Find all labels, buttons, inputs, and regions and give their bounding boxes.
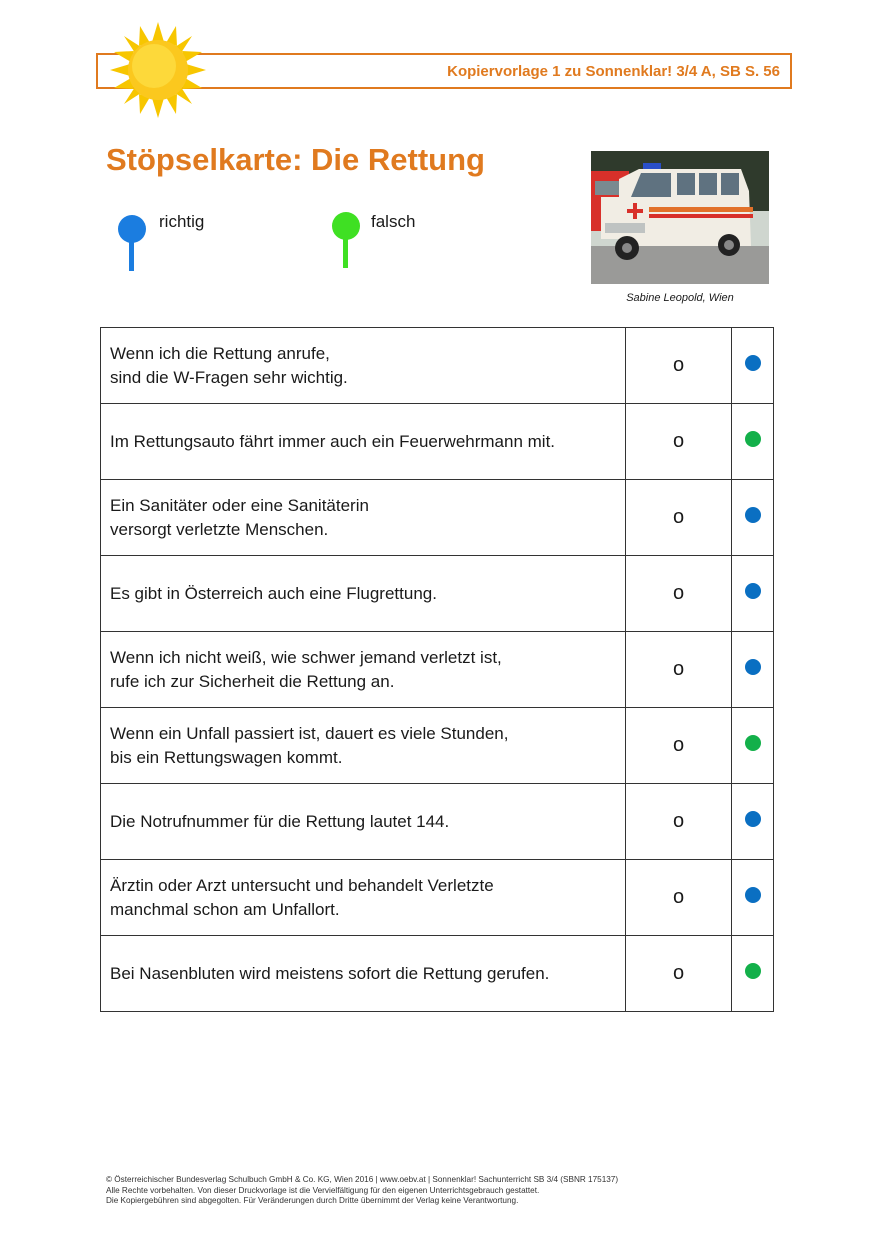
- answer-dot-cell: [732, 860, 774, 936]
- plug-hole-cell: [626, 708, 732, 784]
- statement-line: Es gibt in Österreich auch eine Flugrettung.: [110, 583, 437, 603]
- footer: [106, 1175, 618, 1207]
- green-dot-icon: [745, 431, 761, 447]
- answer-dot-cell: [732, 708, 774, 784]
- blue-dot-icon: [745, 355, 761, 371]
- statement-line: Die Notrufnummer für die Rettung lautet 144.: [110, 811, 450, 831]
- footer-line: Die Kopiergebühren sind abgegolten. Für Veränderungen durch Dritte übernimmt der Verlag keine Verantwortung.: [106, 1196, 519, 1205]
- statement-line: bis ein Rettungswagen kommt.: [110, 747, 343, 767]
- statement-line: sind die W-Fragen sehr wichtig.: [110, 367, 348, 387]
- statement-cell: [101, 784, 626, 860]
- statement-cell: [101, 860, 626, 936]
- blue-plug-icon: [118, 212, 148, 274]
- statement-line: Wenn ich nicht weiß, wie schwer jemand verletzt ist,: [110, 647, 502, 667]
- statement-cell: [101, 708, 626, 784]
- legend-label-falsch: falsch: [371, 212, 416, 231]
- plug-hole-mark: o: [672, 506, 685, 528]
- quiz-table: [100, 327, 774, 1012]
- statement-line: Ein Sanitäter oder eine Sanitäterin: [110, 495, 369, 515]
- blue-dot-icon: [745, 507, 761, 523]
- blue-dot-icon: [745, 887, 761, 903]
- statement-cell: [101, 936, 626, 1012]
- footer-line: © Österreichischer Bundesverlag Schulbuch GmbH & Co. KG, Wien 2016 | www.oebv.at | Sonnenklar! Sachunterricht SB 3/4 (SBNR 175137): [106, 1175, 619, 1184]
- blue-dot-icon: [745, 659, 761, 675]
- blue-dot-icon: [745, 583, 761, 599]
- plug-hole-mark: o: [672, 354, 685, 376]
- table-row: [101, 328, 774, 404]
- plug-hole-mark: o: [672, 582, 685, 604]
- statement-cell: [101, 632, 626, 708]
- statement-line: Wenn ich die Rettung anrufe,: [110, 343, 330, 363]
- statement-cell: [101, 404, 626, 480]
- table-row: [101, 632, 774, 708]
- plug-hole-cell: [626, 860, 732, 936]
- statement-line: Wenn ein Unfall passiert ist, dauert es viele Stunden,: [110, 723, 509, 743]
- footer-line: Alle Rechte vorbehalten. Von dieser Druckvorlage ist die Vervielfältigung für den eigenen Unterrichtsgebrauch gestattet.: [106, 1185, 540, 1195]
- answer-dot-cell: [732, 404, 774, 480]
- statement-line: rufe ich zur Sicherheit die Rettung an.: [110, 671, 395, 691]
- plug-hole-mark: o: [672, 886, 685, 908]
- legend-label-richtig: richtig: [159, 212, 205, 231]
- table-row: [101, 936, 774, 1012]
- photo-credit: Sabine Leopold, Wien: [626, 292, 734, 304]
- header-text: Kopiervorlage 1 zu Sonnenklar! 3/4 A, SB S. 56: [447, 63, 780, 80]
- statement-line: Bei Nasenbluten wird meistens sofort die Rettung gerufen.: [110, 963, 550, 983]
- statement-line: Im Rettungsauto fährt immer auch ein Feuerwehrmann mit.: [110, 431, 556, 451]
- table-row: [101, 708, 774, 784]
- answer-dot-cell: [732, 480, 774, 556]
- statement-cell: [101, 556, 626, 632]
- answer-dot-cell: [732, 632, 774, 708]
- plug-hole-cell: [626, 556, 732, 632]
- sun-icon: [110, 22, 206, 118]
- plug-hole-cell: [626, 328, 732, 404]
- statement-line: versorgt verletzte Menschen.: [110, 519, 329, 539]
- answer-dot-cell: [732, 328, 774, 404]
- plug-hole-cell: [626, 404, 732, 480]
- table-row: [101, 860, 774, 936]
- green-dot-icon: [745, 735, 761, 751]
- table-row: [101, 480, 774, 556]
- page-title: Stöpselkarte: Die Rettung: [106, 142, 485, 177]
- plug-hole-mark: o: [672, 962, 685, 984]
- table-row: [101, 404, 774, 480]
- statement-line: manchmal schon am Unfallort.: [110, 899, 340, 919]
- table-row: [101, 784, 774, 860]
- answer-dot-cell: [732, 936, 774, 1012]
- plug-hole-cell: [626, 936, 732, 1012]
- blue-dot-icon: [745, 811, 761, 827]
- plug-hole-mark: o: [672, 734, 685, 756]
- statement-cell: [101, 328, 626, 404]
- answer-dot-cell: [732, 784, 774, 860]
- ambulance-photo: [591, 151, 769, 284]
- table-row: [101, 556, 774, 632]
- statement-line: Ärztin oder Arzt untersucht und behandelt Verletzte: [110, 875, 494, 895]
- plug-hole-cell: [626, 480, 732, 556]
- green-plug-icon: [331, 210, 361, 272]
- plug-hole-cell: [626, 632, 732, 708]
- plug-hole-mark: o: [672, 658, 685, 680]
- plug-hole-mark: o: [672, 430, 685, 452]
- plug-hole-cell: [626, 784, 732, 860]
- green-dot-icon: [745, 963, 761, 979]
- statement-cell: [101, 480, 626, 556]
- answer-dot-cell: [732, 556, 774, 632]
- plug-hole-mark: o: [672, 810, 685, 832]
